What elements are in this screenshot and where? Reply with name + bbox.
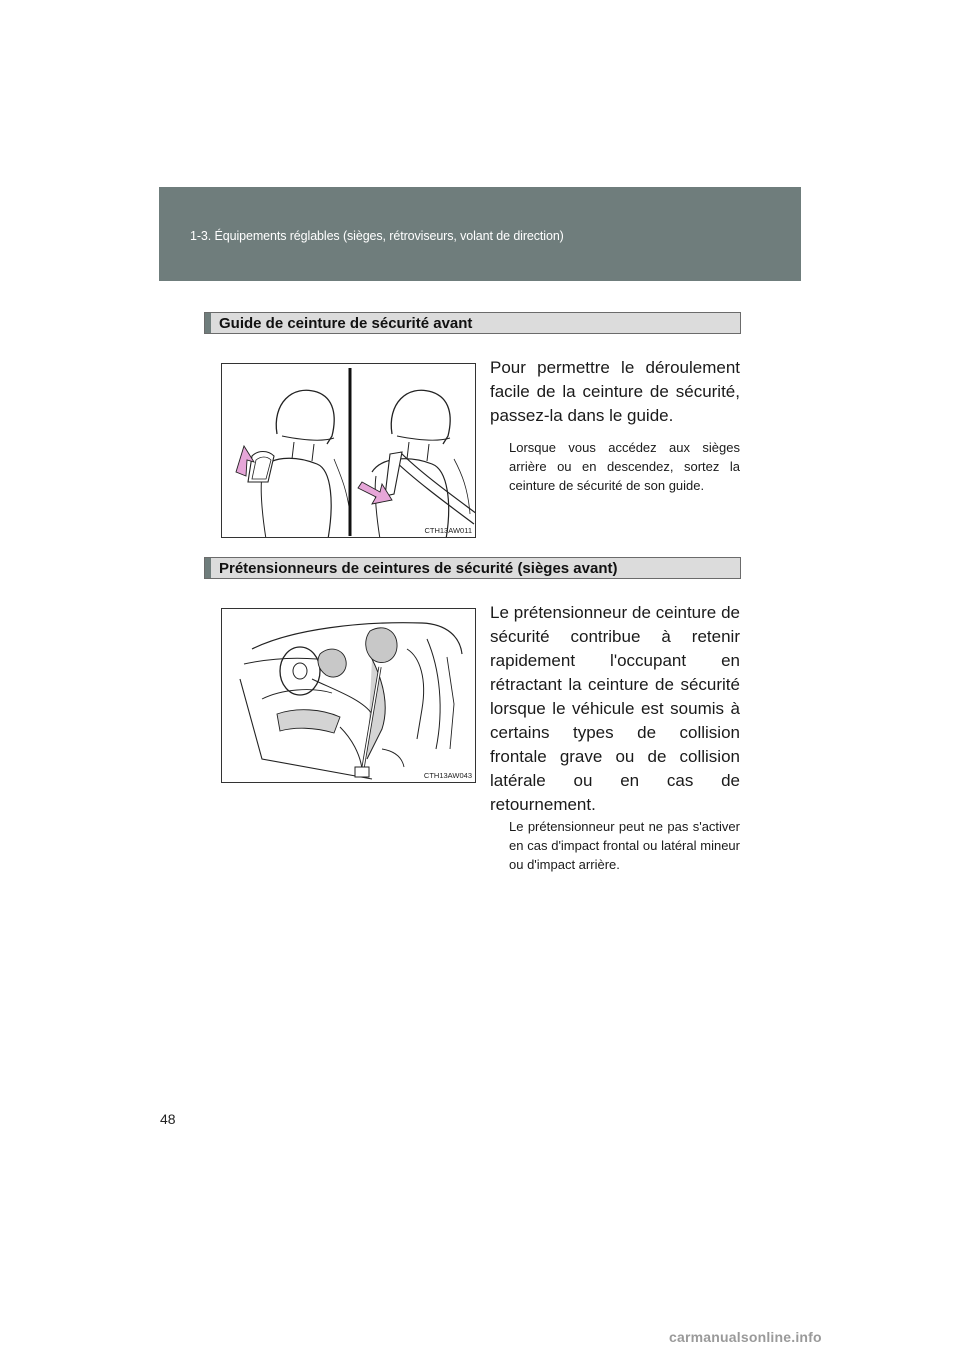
section-title: Guide de ceinture de sécurité avant (219, 315, 473, 332)
section-bar-seat-belt-guide (204, 312, 741, 334)
section-note-text: Le prétensionneur peut ne pas s'activer en cas d'impact frontal ou latéral mineur ou d'impact arrière. (509, 819, 740, 872)
section-body-text: Pour permettre le déroulement facile de la ceinture de sécurité, passez-la dans le guide. (490, 358, 740, 425)
figure-code: CTH13AW043 (423, 771, 472, 780)
section-title: Prétensionneurs de ceintures de sécurité (sièges avant) (219, 560, 618, 577)
figure-seat-belt-guide (221, 363, 476, 538)
page-number: 48 (160, 1111, 176, 1127)
section-bar-pretensioners (204, 557, 741, 579)
section-body-text: Le prétensionneur de ceinture de sécurité contribue à retenir rapidement l'occupant en rétractant la ceinture de sécurité lorsque le véhicule est soumis à certains types de collision frontale grave ou de collision latérale ou en cas de retournement. (490, 603, 740, 814)
pretensioner-illustration (222, 609, 476, 783)
seat-belt-guide-illustration (222, 364, 476, 538)
figure-code: CTH13AW011 (424, 526, 472, 535)
figure-pretensioners (221, 608, 476, 783)
watermark: carmanualsonline.info (669, 1329, 822, 1345)
section-note-text: Lorsque vous accédez aux sièges arrière ou en descendez, sortez la ceinture de sécurité de son guide. (509, 440, 740, 493)
chapter-header (159, 187, 801, 281)
chapter-breadcrumb: 1-3. Équipements réglables (sièges, rétroviseurs, volant de direction) (190, 229, 564, 243)
